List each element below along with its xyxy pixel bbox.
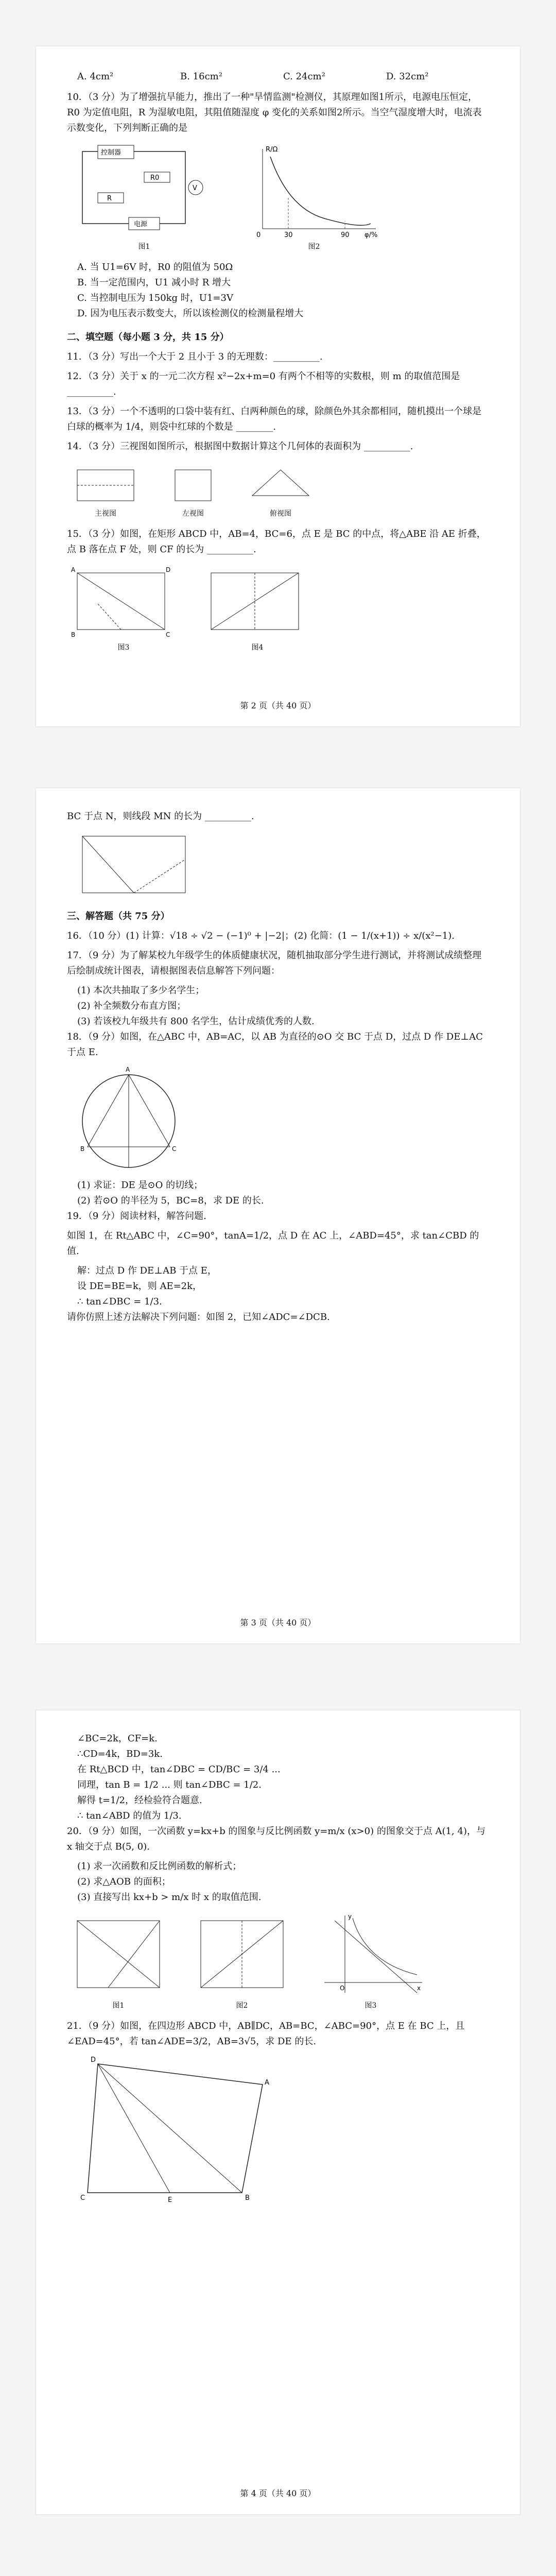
q20-item-3: (3) 直接写出 kx+b > m/x 时 x 的取值范围.	[77, 1892, 262, 1903]
option-a: A. 4cm²	[77, 71, 114, 82]
page-number: 第 2 页（共 40 页）	[240, 701, 316, 710]
question-15: 15．（3 分）如图，在矩形 ABCD 中，AB=4，BC=6，点 E 是 BC 的中点，将△ABE 沿 AE 折叠，点 B 落在点 F 处，则 CF 的长为 __________.	[67, 529, 486, 555]
figure-2-caption: 图2	[308, 243, 320, 251]
circle-triangle-figure	[67, 1064, 190, 1178]
q20-items	[77, 1859, 489, 1905]
svg-text:E: E	[168, 2196, 172, 2204]
svg-text:x: x	[417, 1985, 421, 1992]
q15-figure	[67, 828, 489, 901]
label-power: 电源	[134, 221, 148, 228]
quadrilateral-figure	[67, 2054, 283, 2208]
section-3-heading: 三、解答题（共 75 分）	[67, 911, 170, 922]
q20-figures	[67, 1910, 489, 2013]
resistance-humidity-graph	[242, 141, 386, 239]
circuit-diagram	[67, 141, 221, 239]
figure-3-caption: 图3	[117, 643, 130, 652]
svg-text:B: B	[245, 2194, 250, 2202]
rectangle-fold-figure	[67, 828, 201, 901]
figure-4-caption: 图4	[251, 643, 264, 652]
label-controller: 控制器	[101, 149, 121, 157]
figure-1-caption: 图1	[138, 243, 150, 251]
top-view-label: 俯视图	[270, 510, 291, 518]
q20-figure-1-caption: 图1	[112, 2002, 125, 2010]
q10-figures	[67, 141, 489, 255]
svg-text:C: C	[80, 2194, 85, 2202]
q21-figure	[67, 2054, 489, 2208]
question-11: 11．（3 分）写出一个大于 2 且小于 3 的无理数：__________.	[67, 351, 323, 362]
q20-figure-1	[67, 1910, 170, 2013]
q20-figure-3	[314, 1910, 427, 2013]
option-c: C. 24cm²	[283, 71, 325, 82]
figure-4	[201, 563, 314, 655]
q19-sol-line-1: 解：过点 D 作 DE⊥AB 于点 E，	[77, 1265, 217, 1276]
side-view	[165, 460, 221, 521]
q20-item-2: (2) 求△AOB 的面积；	[77, 1876, 171, 1887]
axis-origin: 0	[256, 231, 261, 239]
question-19: 19．（9 分）阅读材料，解答问题.	[67, 1211, 206, 1222]
figure-2	[242, 141, 386, 255]
svg-text:A: A	[265, 2079, 269, 2087]
q10-option-d: D. 因为电压表示数变大，所以该检测仪的检测量程增大	[77, 308, 304, 319]
option-b: B. 16cm²	[180, 71, 222, 82]
q19-solution	[77, 1263, 489, 1310]
coordinate-graph	[314, 1910, 427, 1998]
q20-figure-2	[190, 1910, 293, 2013]
svg-text:B: B	[71, 631, 76, 638]
option-d: D. 32cm²	[386, 71, 429, 82]
question-13: 13．（3 分）一个不透明的口袋中装有红、白两种颜色的球，除颜色外其余都相同，随机摸出一个球是白球的概率为 1/4，则袋中红球的个数是 ________.	[67, 406, 482, 432]
q19-cont-line-5: 解得 t=1/2，经检验符合题意.	[77, 1795, 202, 1806]
question-18: 18．（9 分）如图，在△ABC 中，AB=AC，以 AB 为直径的⊙O 交 BC 于点 D，过点 D 作 DE⊥AC 于点 E.	[67, 1031, 483, 1058]
q10-options	[77, 260, 489, 321]
svg-text:B: B	[80, 1145, 85, 1153]
q19-text: 如图 1，在 Rt△ABC 中，∠C=90°，tanA=1/2，点 D 在 AC 上，∠ABD=45°，求 tan∠CBD 的值.	[67, 1230, 479, 1257]
q14-three-views	[67, 460, 489, 521]
q19-cont-line-4: 同理，tan B = 1/2 ... 则 tan∠DBC = 1/2.	[77, 1780, 262, 1790]
question-12: 12．（3 分）关于 x 的一元二次方程 x²−2x+m=0 有两个不相等的实数根，则 m 的取值范围是 __________.	[67, 371, 460, 397]
q19-continued	[77, 1731, 489, 1824]
question-21: 21．（9 分）如图，在四边形 ABCD 中，AB∥DC，AB=BC，∠ABC=90°，点 E 在 BC 上，且∠EAD=45°，若 tan∠ADE=3/2，AB=3√5，求 DE 的长.	[67, 2021, 465, 2047]
question-14: 14．（3 分）三视图如图所示，根据图中数据计算这个几何体的表面积为 __________.	[67, 441, 413, 452]
q18-item-1: (1) 求证：DE 是⊙O 的切线；	[77, 1180, 203, 1191]
svg-text:C: C	[172, 1145, 177, 1153]
q20-figure-2-caption: 图2	[236, 2002, 248, 2010]
q17-item-1: (1) 本次共抽取了多少名学生；	[77, 985, 205, 996]
q18-figure	[67, 1064, 489, 1178]
svg-text:A: A	[126, 1066, 130, 1073]
svg-text:y: y	[348, 1913, 352, 1920]
front-view	[67, 460, 144, 521]
q15-figures	[67, 563, 489, 655]
question-16: 16．（10 分）(1) 计算：√18 ÷ √2 − (−1)⁰ + |−2|；(2) 化简：(1 − 1/(x+1)) ÷ x/(x²−1).	[67, 930, 455, 941]
q10-option-b: B. 当一定范围内，U1 减小时 R 增大	[77, 277, 231, 288]
side-view-label: 左视图	[182, 510, 204, 518]
q10-option-a: A. 当 U1=6V 时，R0 的阻值为 50Ω	[77, 262, 233, 273]
question-10: 10．（3 分）为了增强抗旱能力，推出了一种"旱情监测"检测仪，其原理如图1所示，电源电压恒定，R0 为定值电阻，R 为湿敏电阻，其阻值随湿度 φ 变化的关系如图2所示。当空气湿度增大时，电流表示数变化，下列判断正确的是	[67, 92, 482, 133]
section-2-heading: 二、填空题（每小题 3 分，共 15 分）	[67, 332, 229, 343]
top-view	[242, 460, 319, 521]
svg-text:A: A	[71, 566, 76, 573]
q17-items	[77, 983, 489, 1029]
svg-text:C: C	[166, 631, 170, 638]
figure-3	[67, 563, 180, 655]
q19-ask: 请你仿照上述方法解决下列问题：如图 2，已知∠ADC=∠DCB.	[67, 1312, 330, 1323]
page-number: 第 3 页（共 40 页）	[240, 1618, 316, 1628]
svg-text:V: V	[193, 184, 197, 192]
front-view-label: 主视图	[95, 510, 116, 518]
svg-text:O: O	[340, 1985, 345, 1992]
svg-text:D: D	[91, 2056, 96, 2064]
axis-tick-90: 90	[341, 231, 350, 239]
top-options	[77, 69, 489, 84]
exam-page-2	[36, 788, 520, 1643]
page-number: 第 4 页（共 40 页）	[240, 2488, 316, 2498]
q20-figure-3-caption: 图3	[364, 2002, 377, 2010]
rectangle-figure-2	[201, 563, 314, 640]
question-15-continued: BC 于点 N，则线段 MN 的长为 __________.	[67, 811, 254, 822]
axis-x-label: φ/%	[364, 231, 378, 239]
axis-y-label: R/Ω	[266, 146, 278, 154]
q19-cont-line-3: 在 Rt△BCD 中，tan∠DBC = CD/BC = 3/4 ...	[77, 1764, 281, 1775]
question-20: 20．（9 分）如图，一次函数 y=kx+b 的图象与反比例函数 y=m/x (x>0) 的图象交于点 A(1, 4)，与 x 轴交于点 B(5, 0).	[67, 1826, 485, 1852]
q20-item-1: (1) 求一次函数和反比例函数的解析式；	[77, 1861, 242, 1872]
q18-items	[77, 1178, 489, 1209]
q17-item-2: (2) 补全频数分布直方图；	[77, 1001, 186, 1011]
q19-cont-line-6: ∴ tan∠ABD 的值为 1/3.	[77, 1810, 182, 1821]
q19-cont-line-2: ∴CD=4k，BD=3k.	[77, 1749, 163, 1759]
q18-item-2: (2) 若⊙O 的半径为 5，BC=8，求 DE 的长.	[77, 1195, 264, 1206]
svg-text:D: D	[166, 566, 171, 573]
label-r: R	[107, 195, 112, 202]
q17-item-3: (3) 若该校九年级共有 800 名学生，估计成绩优秀的人数.	[77, 1016, 315, 1027]
axis-tick-30: 30	[284, 231, 293, 239]
exam-page-1	[36, 46, 520, 726]
exam-page-3	[36, 1710, 520, 2514]
q19-cont-line-1: ∠BC=2k，CF=k.	[77, 1733, 158, 1744]
q10-option-c: C. 当控制电压为 150kg 时，U1=3V	[77, 293, 233, 303]
figure-1	[67, 141, 221, 255]
q19-sol-line-2: 设 DE=BE=k，则 AE=2k，	[77, 1281, 202, 1292]
question-17: 17．（9 分）为了解某校九年级学生的体质健康状况，随机抽取部分学生进行测试，并将测试成绩整理后绘制成统计图表，请根据图表信息解答下列问题：	[67, 950, 482, 976]
label-r0: R0	[150, 174, 160, 182]
q19-sol-line-3: ∴ tan∠DBC = 1/3.	[77, 1296, 162, 1307]
rectangle-figure	[67, 563, 180, 640]
